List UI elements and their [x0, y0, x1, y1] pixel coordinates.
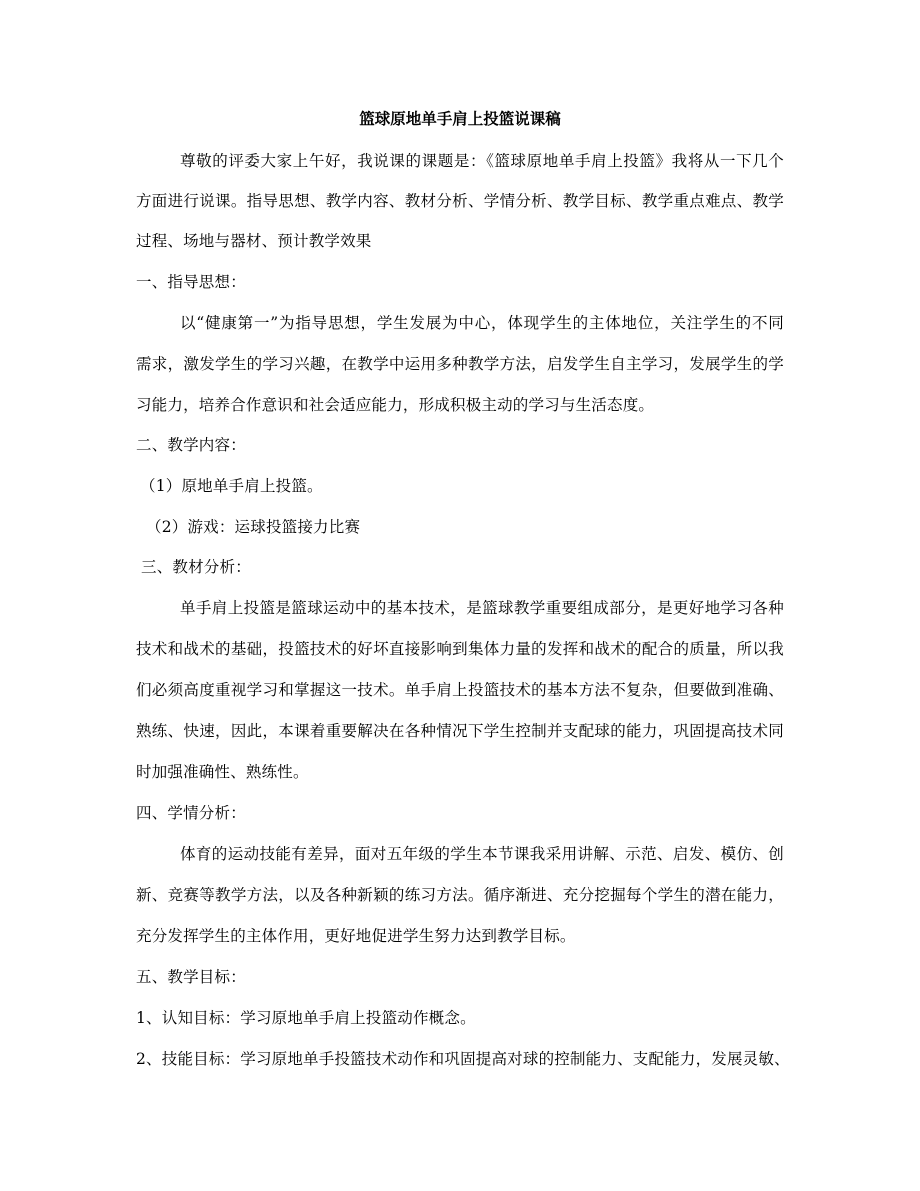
- section4-line-2: 新、竞赛等教学方法，以及各种新颖的练习方法。循序渐进、充分挖掘每个学生的潜在能力，: [136, 886, 784, 904]
- section1-line-2: 需求，激发学生的学习兴趣，在教学中运用多种教学方法，启发学生自主学习，发展学生的学: [136, 355, 784, 373]
- section3-line-3: 们必须高度重视学习和掌握这一技术。单手肩上投篮技术的基本方法不复杂，但要做到准确、: [136, 681, 784, 699]
- section1-line-1: 以“健康第一”为指导思想，学生发展为中心，体现学生的主体地位，关注学生的不同: [180, 314, 784, 332]
- section-heading-teaching-objectives: 五、教学目标：: [136, 968, 246, 986]
- section-heading-teaching-content: 二、教学内容：: [136, 436, 246, 454]
- section-heading-learner-analysis: 四、学情分析：: [136, 804, 246, 822]
- section3-line-1: 单手肩上投篮是篮球运动中的基本技术，是篮球教学重要组成部分，是更好地学习各种: [180, 599, 784, 617]
- content-item-1: （1）原地单手肩上投篮。: [140, 477, 323, 495]
- document-title: 篮球原地单手肩上投篮说课稿: [359, 109, 561, 128]
- section4-line-3: 充分发挥学生的主体作用，更好地促进学生努力达到教学目标。: [136, 927, 576, 945]
- intro-line-1: 尊敬的评委大家上午好，我说课的课题是：《篮球原地单手肩上投篮》我将从一下几个: [180, 152, 784, 170]
- intro-line-3: 过程、场地与器材、预计教学效果: [136, 232, 372, 250]
- section-heading-material-analysis: 三、教材分析：: [141, 558, 251, 576]
- section4-line-1: 体育的运动技能有差异，面对五年级的学生本节课我采用讲解、示范、启发、模仿、创: [180, 845, 784, 863]
- section3-line-2: 技术和战术的基础，投篮技术的好坏直接影响到集体力量的发挥和战术的配合的质量，所以我: [136, 640, 784, 658]
- section3-line-4: 熟练、快速，因此，本课着重要解决在各种情况下学生控制并支配球的能力，巩固提高技术同: [136, 722, 784, 740]
- objective-item-1: 1、认知目标：学习原地单手肩上投篮动作概念。: [136, 1009, 476, 1027]
- intro-line-2: 方面进行说课。指导思想、教学内容、教材分析、学情分析、教学目标、教学重点难点、教学: [136, 192, 784, 210]
- section1-line-3: 习能力，培养合作意识和社会适应能力，形成积极主动的学习与生活态度。: [136, 396, 655, 414]
- objective-item-2: 2、技能目标：学习原地单手投篮技术动作和巩固提高对球的控制能力、支配能力，发展灵敏、: [136, 1050, 790, 1068]
- section3-line-5: 时加强准确性、熟练性。: [136, 763, 309, 781]
- section-heading-guiding-thought: 一、指导思想：: [136, 273, 246, 291]
- content-item-2: （2）游戏：运球投篮接力比赛: [146, 518, 361, 536]
